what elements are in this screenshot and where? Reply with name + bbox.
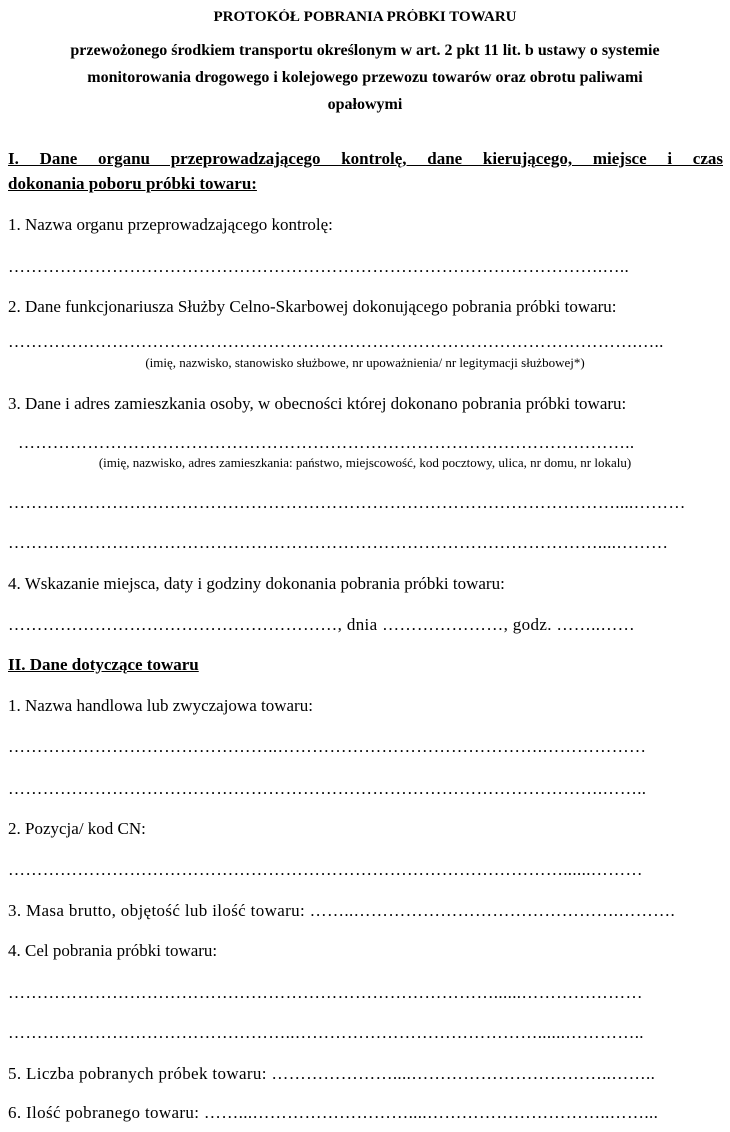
field-2-hint: (imię, nazwisko, stanowisko służbowe, nr upoważnienia/ nr legitymacji służbowej*) — [145, 355, 585, 370]
goods-field-1-blank-1[interactable]: ………………………………………..……………………………………….……………… — [8, 737, 647, 756]
goods-field-5-line[interactable]: 5. Liczba pobranych próbek towaru: …………………....……………………………..…….. — [8, 1064, 656, 1083]
goods-field-3-line[interactable]: 3. Masa brutto, objętość lub ilość towaru: ……..……………………………………….………. — [8, 901, 676, 920]
document-subtitle-line-1: przewożonego środkiem transportu określonym w art. 2 pkt 11 lit. b ustawy o systemie — [70, 42, 660, 59]
goods-field-6-line[interactable]: 6. Ilość pobranego towaru: ……...………………………....…………………………..……... — [8, 1103, 659, 1122]
goods-field-2-label: 2. Pozycja/ kod CN: — [8, 819, 146, 838]
field-1-blank[interactable]: ………………………………………………………………………………………….….. — [8, 257, 630, 276]
field-3-blank[interactable]: …………………………………………………………………………………………….. — [18, 433, 635, 452]
field-3-hint: (imię, nazwisko, adres zamieszkania: państwo, miejscowość, kod pocztowy, ulica, nr domu, nr lokalu) — [98, 455, 632, 470]
section-1-heading-line-1: I. Dane organu przeprowadzającego kontrolę, dane kierującego, miejsce i czas — [8, 149, 723, 168]
field-3-blank-2[interactable]: ……………………………………………………………………………………………....……… — [8, 493, 686, 512]
field-3-label: 3. Dane i adres zamieszkania osoby, w obecności której dokonano pobrania próbki towaru: — [8, 394, 627, 413]
field-2-label: 2. Dane funkcjonariusza Służby Celno-Skarbowej dokonującego pobrania próbki towaru: — [8, 297, 617, 316]
field-1-label: 1. Nazwa organu przeprowadzającego kontrolę: — [8, 215, 333, 234]
field-2-blank[interactable]: ……………………………………………………………………………………………….….. — [8, 332, 664, 351]
goods-field-2-blank[interactable]: ……………………………………………………………………………………......……… — [8, 860, 643, 879]
field-3-blank-3[interactable]: …………………………………………………………………………………………....……… — [8, 533, 669, 552]
document-subtitle-line-2: monitorowania drogowego i kolejowego przewozu towarów oraz obrotu paliwami — [87, 69, 643, 86]
section-1-heading-line-2: dokonania poboru próbki towaru: — [8, 174, 257, 193]
goods-field-4-blank-1[interactable]: …………………………………………………………………………......………………… — [8, 983, 643, 1002]
goods-field-1-label: 1. Nazwa handlowa lub zwyczajowa towaru: — [8, 696, 313, 715]
section-2-heading: II. Dane dotyczące towaru — [8, 655, 199, 674]
document-subtitle-line-3: opałowymi — [327, 96, 403, 113]
goods-field-4-label: 4. Cel pobrania próbki towaru: — [8, 941, 218, 960]
field-4-place-date-time[interactable]: …………………………………………………, dnia …………………, godz. ……..…… — [8, 615, 636, 634]
goods-field-1-blank-2[interactable]: ………………………………………………………………………………………….…….. — [8, 779, 647, 798]
document-title: PROTOKÓŁ POBRANIA PRÓBKI TOWARU — [213, 9, 517, 25]
field-4-label: 4. Wskazanie miejsca, daty i godziny dokonania pobrania próbki towaru: — [8, 574, 505, 593]
goods-field-4-blank-2[interactable]: …………………………………………..……………………………………......………….. — [8, 1023, 644, 1042]
